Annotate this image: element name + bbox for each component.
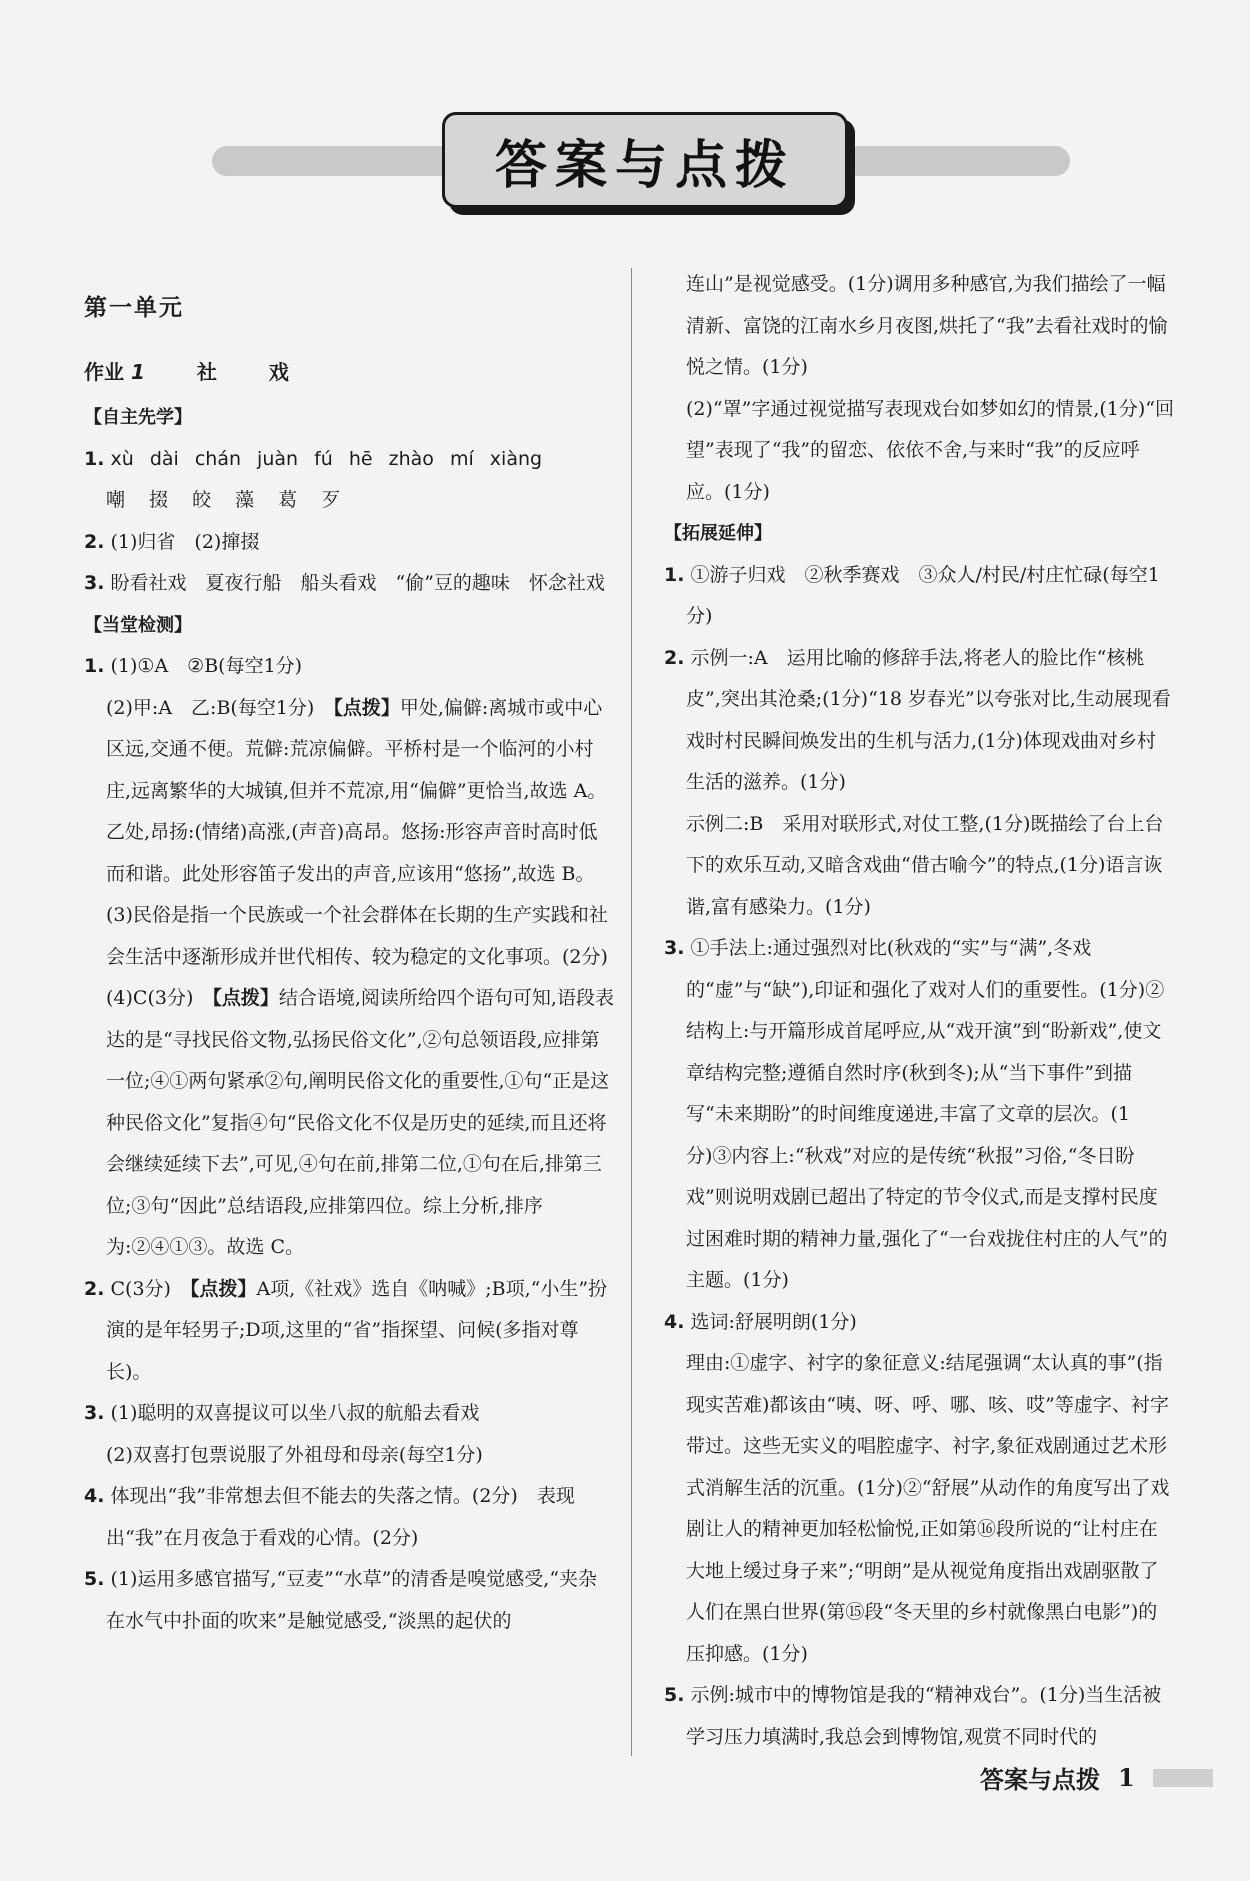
answer-item: 2. (1)归省 (2)撺掇 xyxy=(84,530,260,553)
answer-item: 5. (1)运用多感官描写,“豆麦”“水草”的清香是嗅觉感受,“夹杂在水气中扑面的吹来”是触觉感受,“淡黑的起伏的 xyxy=(84,1568,598,1632)
homework-title xyxy=(84,352,616,394)
section-heading: 【拓展延伸】 xyxy=(664,523,772,544)
banner-bar-right xyxy=(845,146,1070,176)
banner-bar-left xyxy=(212,146,457,176)
right-column xyxy=(664,264,1174,1758)
page-number: 1 xyxy=(1118,1763,1135,1792)
answer-paragraph: (2)“罩”字通过视觉描写表现戏台如梦如幻的情景,(1分)“回望”表现了“我”的留恋、依依不舍,与来时“我”的反应呼应。(1分) xyxy=(686,397,1175,503)
page-title: 答案与点拨 xyxy=(494,135,795,196)
tip-tag: 【点拨】 xyxy=(212,987,279,1009)
chars-line: 嘲 掇 皎 藻 葛 歹 xyxy=(106,489,343,511)
answer-item: 4. 选词:舒展明朗(1分) xyxy=(664,1310,857,1333)
answer-paragraph: 理由:①虚字、衬字的象征意义:结尾强调“太认真的事”(指现实苦难)都该由“咦、呀、呼、哪、咳、哎”等虚字、衬字带过。这些无实义的唱腔虚字、衬字,象征戏剧通过艺术形式消解生活的沉重。(1分)②“舒展”从动作的角度写出了戏剧让人的精神更加轻松愉悦,正如第⑯段所说的“让村庄在大地上缓过身子来”;“明朗”是从视觉角度指出戏剧驱散了人们在黑白世界(第⑮段“冬天里的乡村就像黑白电影”)的压抑感。(1分) xyxy=(686,1352,1170,1665)
section-heading: 【当堂检测】 xyxy=(84,614,192,636)
answer-item: 1. (1)①A ②B(每空1分) xyxy=(84,655,303,677)
left-column xyxy=(84,270,616,1642)
answer-item: 4. 体现出“我”非常想去但不能去的失落之情。(2分) 表现出“我”在月夜急于看戏的心情。(2分) xyxy=(84,1485,575,1549)
unit-title: 第一单元 xyxy=(84,295,184,321)
footer-bar xyxy=(1153,1769,1213,1787)
answer-item: 3. (1)聪明的双喜提议可以坐八叔的航船去看戏 xyxy=(84,1402,480,1424)
answer-paragraph: (2)双喜打包票说服了外祖母和母亲(每空1分) xyxy=(106,1443,483,1466)
tip-tag: 【点拨】 xyxy=(333,696,400,719)
header-banner xyxy=(0,112,1250,212)
answer-item: 3. 盼看社戏 夏夜行船 船头看戏 “偷”豆的趣味 怀念社戏 xyxy=(84,572,605,594)
answer-paragraph: 示例二:B 采用对联形式,对仗工整,(1分)既描绘了台上台下的欢乐互动,又暗含戏曲“借古喻今”的特点,(1分)语言诙谐,富有感染力。(1分) xyxy=(686,812,1164,918)
answer-item: 3. ①手法上:通过强烈对比(秋戏的“实”与“满”,冬戏的“虚”与“缺”),印证和强化了戏对人们的重要性。(1分)②结构上:与开篇形成首尾呼应,从“戏开演”到“盼新戏”,使文章结构完整;遵循自然时序(秋到冬);从“当下事件”到描写“未来期盼”的时间维度递进,丰富了文章的层次。(1分)③内容上:“秋戏”对应的是传统“秋报”习俗,“冬日盼戏”则说明戏剧已超出了特定的节令仪式,而是支撑村民度过困难时期的精神力量,强化了“一台戏拢住村庄的人气”的主题。(1分) xyxy=(664,937,1168,1291)
answer-item: 2. C(3分) 【点拨】A项,《社戏》选自《呐喊》;B项,“小生”扮演的是年轻男子;D项,这里的“省”指探望、问候(多指对尊长)。 xyxy=(84,1277,608,1383)
answer-item: 1. xù dài chán juàn fú hē zhào mí xiàng xyxy=(84,447,543,470)
homework-prefix: 作业 xyxy=(84,359,124,384)
answer-item: 2. 示例一:A 运用比喻的修辞手法,将老人的脸比作“核桃皮”,突出其沧桑;(1分)“18 岁春光”以夸张对比,生动展现看戏时村民瞬间焕发出的生机与活力,(1分)体现戏曲对乡村生活的滋养。(1分) xyxy=(664,646,1171,793)
answer-paragraph: 连山”是视觉感受。(1分)调用多种感官,为我们描绘了一幅清新、富饶的江南水乡月夜图,烘托了“我”去看社戏时的愉悦之情。(1分) xyxy=(686,273,1168,378)
footer-label: 答案与点拨 xyxy=(980,1766,1100,1794)
column-divider xyxy=(631,268,632,1756)
answer-paragraph: (2)甲:A 乙:B(每空1分) 【点拨】甲处,偏僻:离城市或中心区远,交通不便。荒僻:荒凉偏僻。平桥村是一个临河的小村庄,远离繁华的大城镇,但并不荒凉,用“偏僻”更恰当,故选 A。乙处,昂扬:(情绪)高涨,(声音)高昂。悠扬:形容声音时高时低而和谐。此处形容笛子发出的声音,应该用“悠扬”,故选 B。 xyxy=(106,696,607,885)
answer-paragraph: (3)民俗是指一个民族或一个社会群体在长期的生产实践和社会生活中逐渐形成并世代相传、较为稳定的文化事项。(2分) xyxy=(106,904,608,968)
page-footer xyxy=(980,1760,1213,1795)
homework-num: 1 xyxy=(130,359,145,384)
tip-tag: 【点拨】 xyxy=(189,1277,257,1300)
homework-name-a: 社 xyxy=(196,359,217,384)
pinyin-line: xù dài chán juàn fú hē zhào mí xiàng xyxy=(110,447,543,470)
title-box xyxy=(442,112,848,208)
answer-item: 1. ①游子归戏 ②秋季赛戏 ③众人/村民/村庄忙碌(每空1分) xyxy=(664,563,1160,627)
section-heading: 【自主先学】 xyxy=(84,407,192,428)
homework-name-b: 戏 xyxy=(268,359,289,384)
answer-item: 5. 示例:城市中的博物馆是我的“精神戏台”。(1分)当生活被学习压力填满时,我总会到博物馆,观赏不同时代的 xyxy=(664,1684,1162,1748)
answer-paragraph: (4)C(3分) 【点拨】结合语境,阅读所给四个语句可知,语段表达的是“寻找民俗文物,弘扬民俗文化”,②句总领语段,应排第一位;④①两句紧承②句,阐明民俗文化的重要性,①句“正是这种民俗文化”复指④句“民俗文化不仅是历史的延续,而且还将会继续延续下去”,可见,④句在前,排第二位,①句在后,排第三位;③句“因此”总结语段,应排第四位。综上分析,排序为:②④①③。故选 C。 xyxy=(106,987,614,1258)
